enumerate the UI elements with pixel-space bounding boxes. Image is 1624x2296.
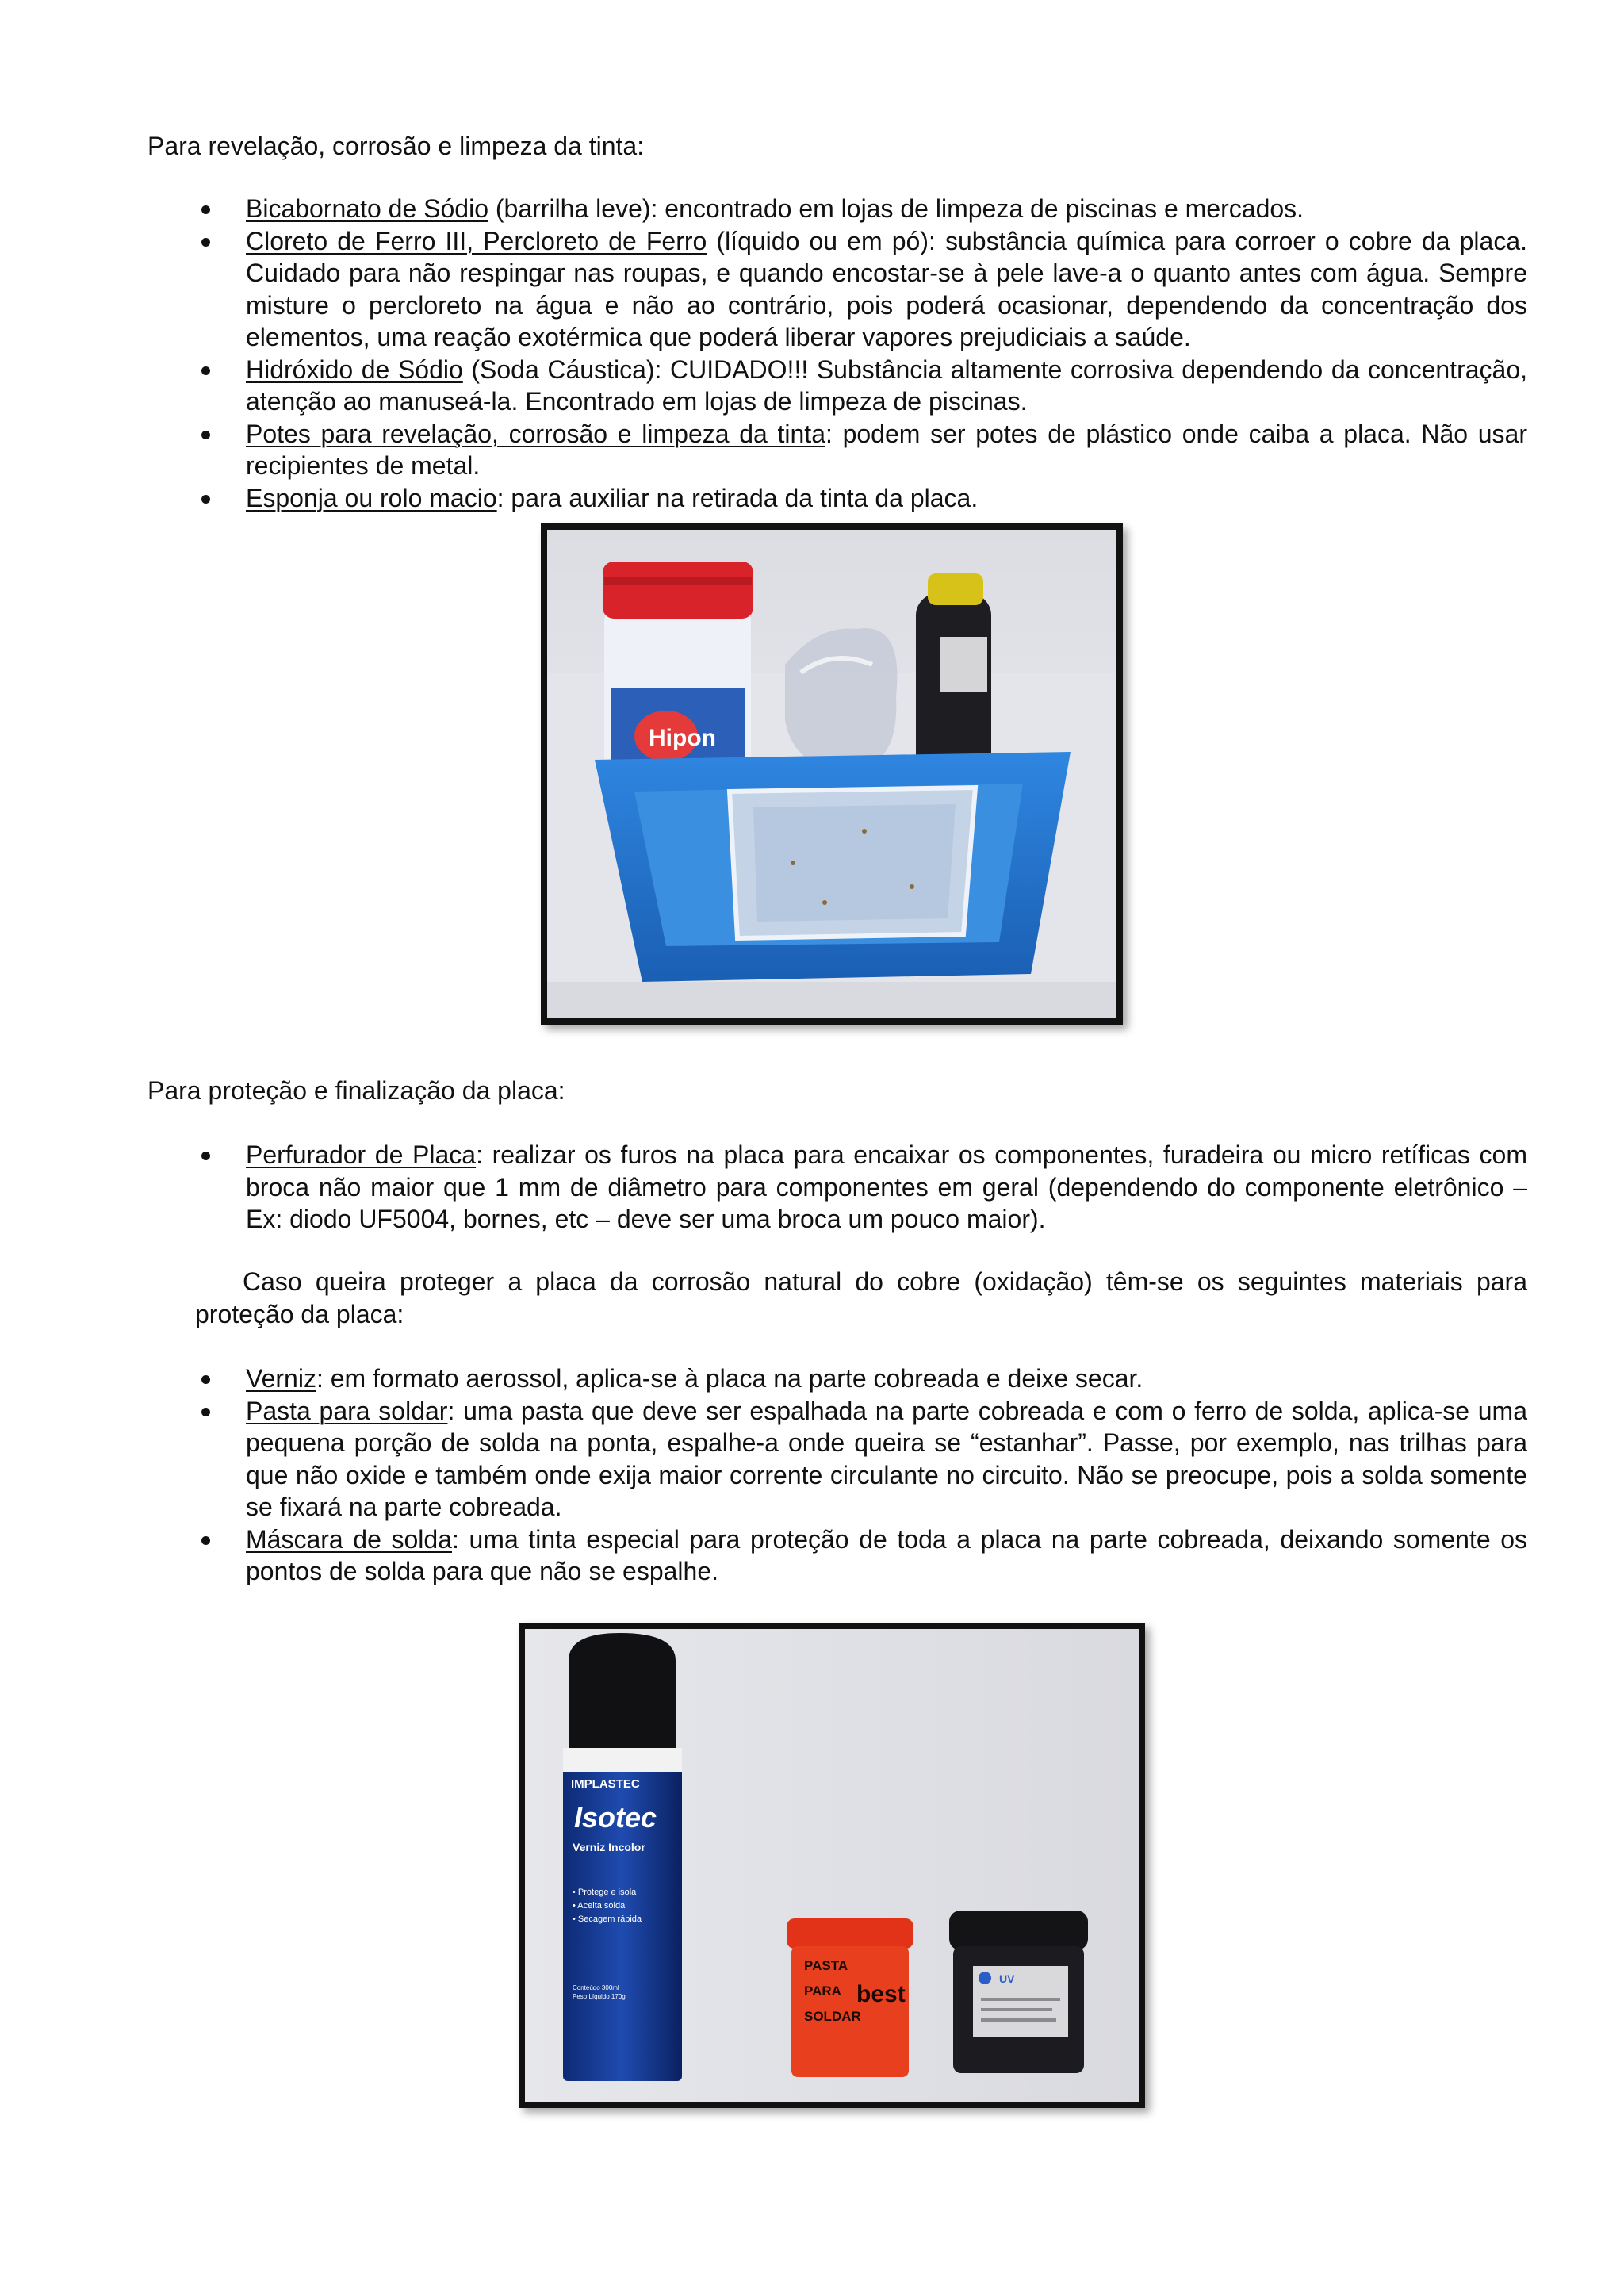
can-bullet-text: • Aceita solda [573,1901,626,1911]
mask-label-text: UV [999,1972,1015,1985]
materials-list-development [0,193,1527,514]
bag-shape [785,628,897,772]
item-term: Bicabornato de Sódio [246,194,488,223]
item-description: (líquido ou em pó): substância química para corroer o cobre da placa. Cuidado para não respingar nas roupas, e quando encostar-se à pele lave-a o quanto antes com água. Sempre misture o percloreto na água e não ao contrário, pois poderá ocasionar, dependendo da concentração dos elementos, uma reação exotérmica que poderá liberar vapores prejudiciais a saúde. [246,226,1528,351]
item-term: Hidróxido de Sódio [246,355,463,384]
list-item [246,193,1527,225]
item-description: : uma tinta especial para proteção de toda a placa na parte cobreada, deixando somente os pontos de solda para que não se espalhe. [246,1524,1528,1585]
bullet-icon [201,1408,210,1416]
item-description: : realizar os furos na placa para encaixar os componentes, furadeira ou micro retíficas com broca não maior que 1 mm de diâmetro para componentes em geral (dependendo do componente eletrônico – Ex: diodo UF5004, bornes, etc – deve ser uma broca um pouco maior). [246,1140,1528,1233]
can-weight-text: Peso Líquido 170g [573,1993,626,2000]
list-item [246,482,1527,515]
section-heading-protection: Para proteção e finalização da placa: [147,1076,565,1105]
item-description: (Soda Cáustica): CUIDADO!!! Substância altamente corrosiva dependendo da concentração, atenção ao manuseá-la. Encontrado em lojas de limpeza de piscinas. [246,355,1528,416]
bullet-icon [201,205,210,214]
list-item [246,225,1527,354]
can-cap-shape [569,1633,676,1748]
can-bullet-text: • Secagem rápida [573,1915,642,1924]
item-description: : para auxiliar na retirada da tinta da placa. [496,483,979,512]
bullet-icon [201,238,210,247]
bullet-icon [201,1375,210,1384]
photo-protection-illustration [525,1629,1139,2102]
photo-chemicals-and-tray [541,523,1123,1025]
item-description: : em formato aerossol, aplica-se à placa na parte cobreada e deixe secar. [316,1364,1143,1393]
can-subtitle-text: Verniz Incolor [573,1841,645,1853]
item-term: Pasta para soldar [246,1396,448,1425]
list-item [246,1395,1527,1524]
item-description: (barrilha leve): encontrado em lojas de limpeza de piscinas e mercados. [488,194,1304,223]
section-heading-development: Para revelação, corrosão e limpeza da tinta: [147,132,645,160]
list-item [246,354,1527,418]
item-description: : podem ser potes de plástico onde caiba a placa. Não usar recipientes de metal. [246,419,1528,480]
bullet-icon [201,1536,210,1545]
item-term: Potes para revelação, corrosão e limpeza da tinta [246,419,825,448]
item-term: Verniz [246,1364,316,1393]
can-brand-text: IMPLASTEC [571,1777,640,1791]
item-term: Esponja ou rolo macio [246,483,497,512]
list-item [246,1139,1527,1236]
photo-chemicals-illustration [547,530,1116,1018]
photo-protection-materials [519,1623,1145,2108]
jar-brand-label: Hipon [649,725,716,751]
can-product-text: Isotec [574,1801,657,1834]
item-term: Máscara de solda [246,1524,452,1554]
paste-lid-shape [787,1918,914,1949]
list-item [246,418,1527,482]
item-description: : uma pasta que deve ser espalhada na parte cobreada e com o ferro de solda, aplica-se uma pequena porção de solda na ponta, espalhe-a onde queira se “estanhar”. Passe, por exemplo, nas trilhas para que não oxide e também onde exija maior corrente circulante no circuito. Não se preocupe, pois a solda somente se fixará na parte cobreada. [246,1396,1528,1521]
paste-label-text: PARA [804,1984,841,1999]
bullet-icon [201,366,210,375]
can-bullet-text: • Protege e isola [573,1888,637,1897]
bullet-icon [201,1152,210,1160]
item-term: Cloreto de Ferro III, Percloreto de Ferro [246,226,707,255]
list-item [246,1363,1527,1395]
can-volume-text: Conteúdo 300ml [573,1984,619,1991]
bottle-cap-shape [928,573,983,605]
mask-lid-shape [949,1911,1088,1950]
paste-label-text: SOLDAR [804,2009,861,2024]
materials-list-protection [0,1363,1527,1588]
jar-lid-shape [603,562,753,619]
item-term: Perfurador de Placa [246,1140,477,1169]
paste-brand-text: best [856,1981,906,2007]
bullet-icon [201,431,210,439]
protection-paragraph: Caso queira proteger a placa da corrosão natural do cobre (oxidação) têm-se os seguintes materiais para proteção da placa: [195,1267,1527,1328]
list-item [246,1524,1527,1588]
paste-label-text: PASTA [804,1958,848,1973]
bullet-icon [201,495,210,504]
materials-list-drilling [0,1139,1527,1236]
